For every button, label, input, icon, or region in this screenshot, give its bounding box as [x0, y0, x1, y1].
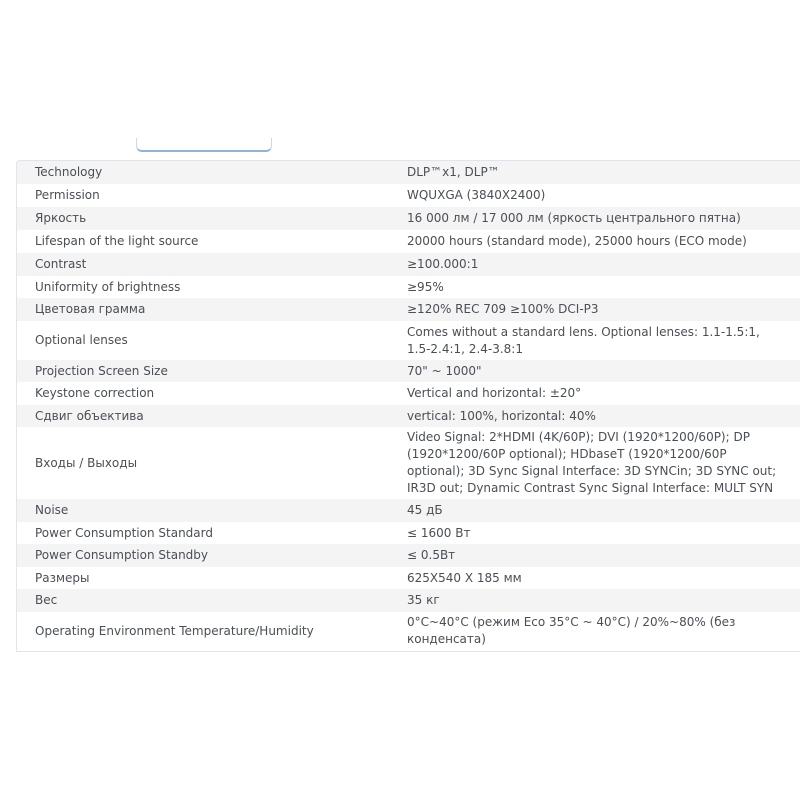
table-row [17, 427, 800, 499]
table-row [17, 230, 800, 253]
table-row [17, 544, 800, 567]
spec-label: Contrast [17, 253, 407, 276]
table-row [17, 405, 800, 427]
spec-value: Vertical and horizontal: ±20° [407, 382, 800, 405]
spec-label: Power Consumption Standard [17, 522, 407, 544]
spec-label: Яркость [17, 207, 407, 230]
spec-label: Permission [17, 184, 407, 207]
spec-value: WQUXGA (3840X2400) [407, 184, 800, 207]
spec-label: Вес [17, 589, 407, 612]
spec-label: Technology [17, 161, 407, 184]
spec-value: ≥120% REC 709 ≥100% DCI-P3 [407, 298, 800, 321]
table-row [17, 360, 800, 382]
spec-value: 625X540 X 185 мм [407, 567, 800, 589]
spec-value: ≤ 1600 Вт [407, 522, 800, 544]
table-row [17, 321, 800, 360]
spec-value: 0°C~40°C (режим Eco 35°C ~ 40°C) / 20%~80% (без конденсата) [407, 612, 800, 650]
spec-value: 20000 hours (standard mode), 25000 hours (ECO mode) [407, 230, 800, 253]
spec-label: Power Consumption Standby [17, 544, 407, 567]
spec-value: Video Signal: 2*HDMI (4K/60P); DVI (1920*1200/60P); DP (1920*1200/60P optional); HDbaseT (1920*1200/60P optional); 3D Sync Signal Interface: 3D SYNCin; 3D SYNC out; IR3D out; Dynamic Contrast Sync Signal Interface: MULT SYN [407, 427, 800, 499]
spec-label: Цветовая грамма [17, 298, 407, 321]
spec-label: Uniformity of brightness [17, 276, 407, 298]
table-row [17, 184, 800, 207]
table-row [17, 276, 800, 298]
spec-value: ≥95% [407, 276, 800, 298]
active-tab-indicator[interactable] [136, 138, 272, 152]
spec-label: Operating Environment Temperature/Humidity [17, 612, 407, 650]
spec-label: Сдвиг объектива [17, 405, 407, 427]
table-row [17, 499, 800, 522]
spec-label: Входы / Выходы [17, 427, 407, 499]
spec-label: Optional lenses [17, 321, 407, 360]
table-row [17, 253, 800, 276]
spec-label: Lifespan of the light source [17, 230, 407, 253]
spec-value: 16 000 лм / 17 000 лм (яркость центрального пятна) [407, 207, 800, 230]
spec-value: Comes without a standard lens. Optional lenses: 1.1-1.5:1, 1.5-2.4:1, 2.4-3.8:1 [407, 321, 800, 360]
spec-label: Keystone correction [17, 382, 407, 405]
table-row [17, 161, 800, 184]
specifications-panel [16, 160, 800, 652]
specifications-table [17, 161, 800, 650]
spec-value: ≤ 0.5Вт [407, 544, 800, 567]
spec-value: ≥100.000:1 [407, 253, 800, 276]
table-row [17, 589, 800, 612]
table-row [17, 522, 800, 544]
table-row [17, 612, 800, 650]
table-row [17, 567, 800, 589]
spec-label: Projection Screen Size [17, 360, 407, 382]
table-row [17, 207, 800, 230]
spec-label: Noise [17, 499, 407, 522]
spec-value: 35 кг [407, 589, 800, 612]
table-row [17, 298, 800, 321]
spec-value: vertical: 100%, horizontal: 40% [407, 405, 800, 427]
spec-value: 70" ~ 1000" [407, 360, 800, 382]
table-row [17, 382, 800, 405]
spec-value: 45 дБ [407, 499, 800, 522]
spec-value: DLP™x1, DLP™ [407, 161, 800, 184]
spec-label: Размеры [17, 567, 407, 589]
